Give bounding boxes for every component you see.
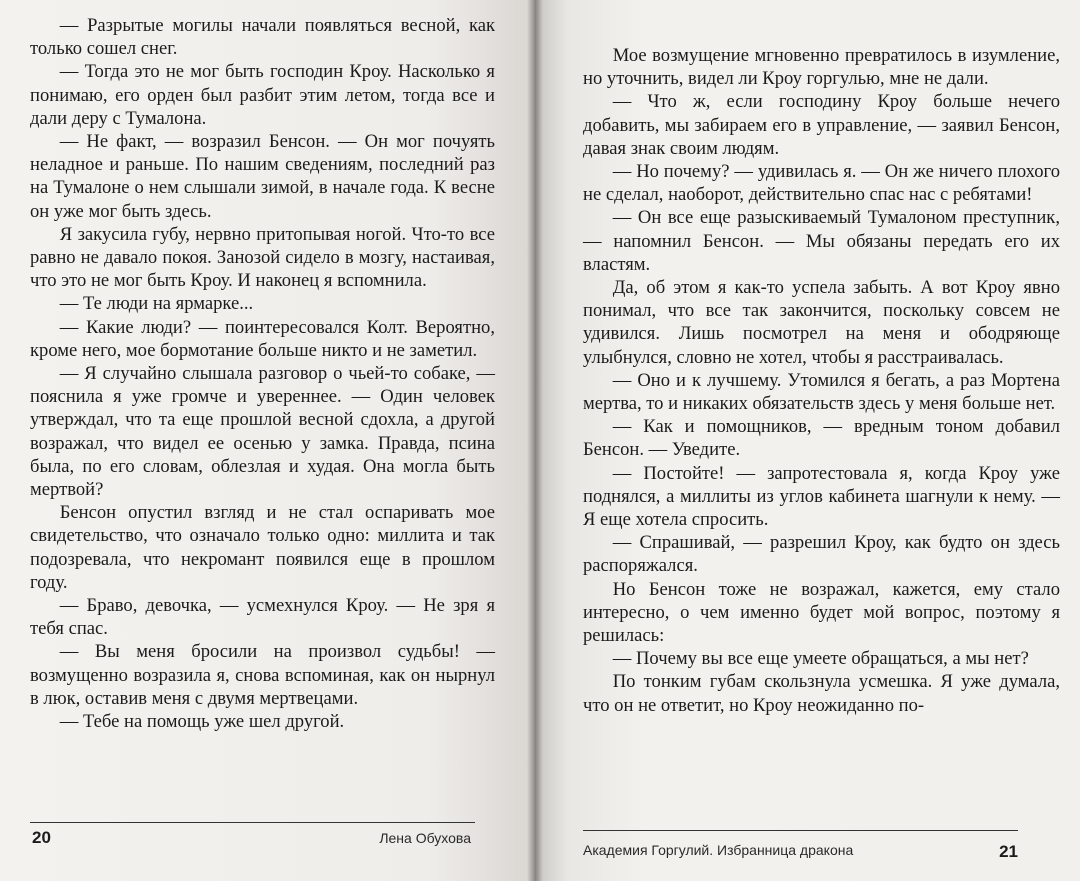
paragraph: — Он все еще разыскиваемый Тумалоном преступник, — напомнил Бенсон. — Мы обязаны передать его их властям. [583,207,1060,275]
paragraph: По тонким губам скользнула усмешка. Я уже думала, что он не ответит, но Кроу неожиданно по- [583,671,1060,716]
paragraph: Бенсон опустил взгляд и не стал оспаривать мое свидетельство, что означало только одно: миллита и так подозревала, что некромант появился еще в прошлом году. [30,502,495,593]
paragraph: Да, об этом я как-то успела забыть. А вот Кроу явно понимал, что все так закончится, поскольку совсем не удивился. Лишь посмотрел на меня и ободряюще улыбнулся, словно не хотел, чтобы я расстраивалась. [583,277,1060,368]
paragraph: — Вы меня бросили на произвол судьбы! — возмущенно возразила я, снова вспоминая, как он нырнул в люк, оставив меня с двумя мертвецами. [30,641,495,709]
paragraph: — Разрытые могилы начали появляться весной, как только сошел снег. [30,15,495,60]
paragraph: — Тогда это не мог быть господин Кроу. Насколько я понимаю, его орден был разбит этим летом, тогда все и дали деру с Тумалона. [30,61,495,129]
left-page-text [30,14,495,733]
paragraph: — Спрашивай, — разрешил Кроу, как будто он здесь распоряжался. [583,532,1060,577]
paragraph: — Постойте! — запротестовала я, когда Кроу уже поднялся, а миллиты из углов кабинета шагнули к нему. — Я еще хотела спросить. [583,462,1060,531]
paragraph: — Браво, девочка, — усмехнулся Кроу. — Не зря я тебя спас. [30,595,495,640]
running-head-author: Лена Обухова [379,830,471,846]
page-number: 21 [999,842,1018,861]
right-page-text [583,44,1060,717]
footer-rule [583,830,1018,831]
paragraph: — Те люди на ярмарке... [59,293,254,315]
paragraph: — Я случайно слышала разговор о чьей-то собаке, — пояснила я уже громче и увереннее. — Один человек утверждал, что та еще прошлой весной сдохла, а другой возражал, что видел ее осенью у замка. Правда, псина была, по его словам, облезлая и худая. Она могла быть мертвой? [30,363,495,501]
paragraph: — Какие люди? — поинтересовался Колт. Вероятно, кроме него, мое бормотание больше никто и не заметил. [30,316,495,361]
paragraph: — Как и помощников, — вредным тоном добавил Бенсон. — Уведите. [583,416,1060,461]
paragraph: — Почему вы все еще умеете обращаться, а мы нет? [612,648,1029,670]
paragraph: — Оно и к лучшему. Утомился я бегать, а раз Мортена мертва, то и никаких обязательств здесь у меня больше нет. [583,369,1060,415]
running-head-title: Академия Горгулий. Избранница дракона [583,842,854,858]
paragraph: Но Бенсон тоже не возражал, кажется, ему стало интересно, о чем именно будет мой вопрос, поэтому я решилась: [583,578,1060,647]
paragraph: — Не факт, — возразил Бенсон. — Он мог почуять неладное и раньше. По нашим сведениям, последний раз на Тумалоне о нем слышали зимой, в начале года. К весне он уже мог быть здесь. [30,131,495,222]
book-gutter [527,0,543,881]
left-page [0,0,535,881]
paragraph: Я закусила губу, нервно притопывая ногой. Что-то все равно не давало покоя. Занозой сидело в мозгу, настаивая, что это не мог быть Кроу. И наконец я вспомнила. [30,223,495,292]
footer-rule [30,822,475,823]
page-number: 20 [32,828,51,847]
paragraph: — Тебе на помощь уже шел другой. [59,711,345,733]
paragraph: Мое возмущение мгновенно превратилось в изумление, но уточнить, видел ли Кроу горгулью, мне не дали. [583,45,1060,90]
right-page [535,0,1080,881]
paragraph: — Что ж, если господину Кроу больше нечего добавить, мы забираем его в управление, — заявил Бенсон, давая знак своим людям. [583,91,1060,159]
paragraph: — Но почему? — удивилась я. — Он же ничего плохого не сделал, наоборот, действительно спас нас с ребятами! [583,161,1060,206]
